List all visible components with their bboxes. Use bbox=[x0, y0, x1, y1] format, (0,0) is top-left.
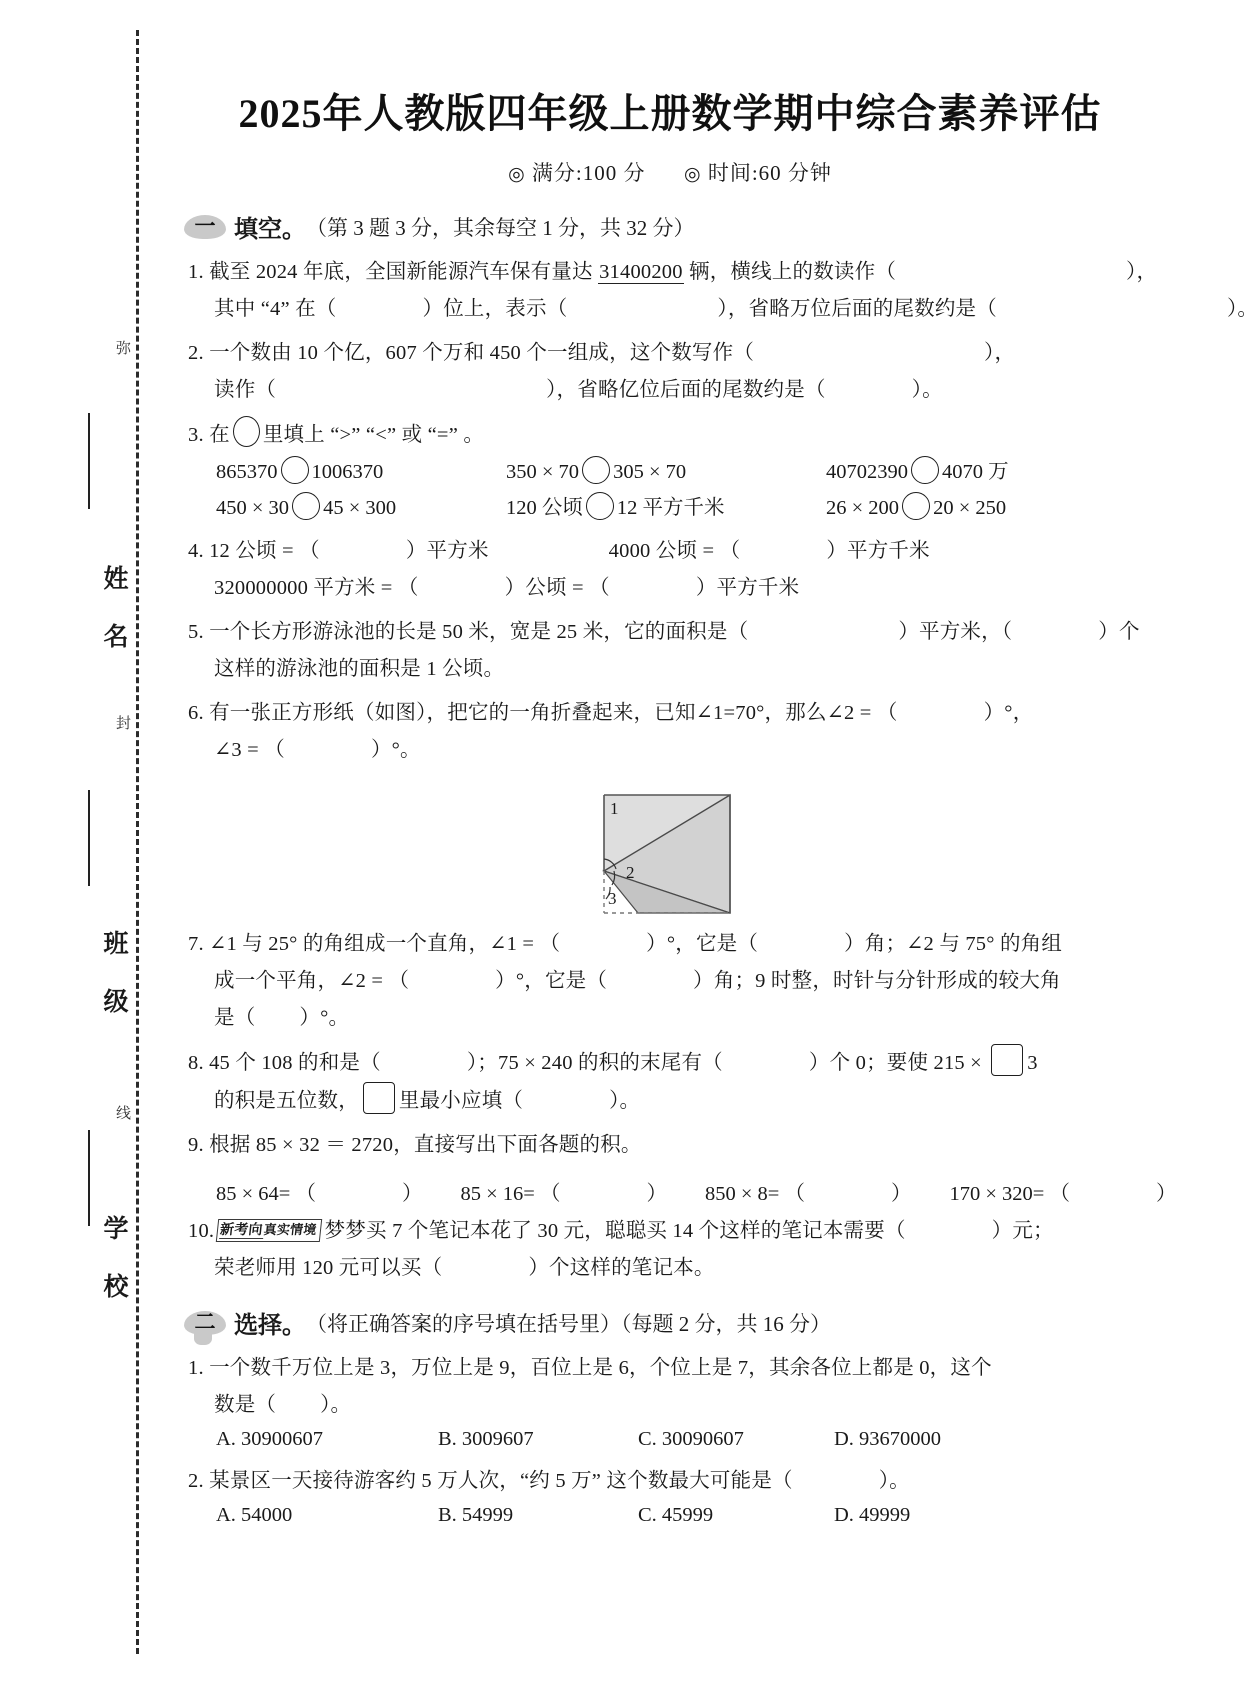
binding-strip bbox=[0, 0, 150, 1684]
q3-text-b: 里填上 “>” “<” 或 “=” 。 bbox=[262, 424, 485, 446]
section-title-2: 选择。 bbox=[234, 1313, 306, 1339]
choice-2-options bbox=[216, 1504, 1170, 1527]
q3-r1-c3-circle[interactable] bbox=[911, 456, 939, 484]
q3-r2-c1-right: 45 × 300 bbox=[323, 497, 397, 519]
q9-item-3 bbox=[705, 1176, 912, 1206]
q9-index: 9. bbox=[188, 1134, 204, 1156]
q5-text-b: ）平方米，（ bbox=[898, 621, 1013, 643]
q3-r1-c2-left: 350 × 70 bbox=[506, 461, 580, 483]
q2-text-a: 一个数由 10 个亿，607 个万和 450 个一组成，这个数写作（ bbox=[209, 342, 755, 364]
q7-text-g: 是（ bbox=[214, 1007, 256, 1029]
q3-compare-item-2 bbox=[506, 454, 826, 490]
choice-2-option-b[interactable]: B. 54999 bbox=[438, 1504, 514, 1526]
q8-text-c: ）个 0；要使 215 × bbox=[808, 1052, 988, 1074]
seal-char-2: 封 bbox=[114, 715, 130, 732]
field-name bbox=[85, 565, 131, 651]
q3-index: 3. bbox=[188, 424, 204, 446]
q10-index: 10. bbox=[188, 1220, 215, 1242]
dashed-fold-line bbox=[136, 30, 139, 1654]
q3-compare-item-4 bbox=[216, 490, 506, 526]
choice-2-option-c[interactable]: C. 45999 bbox=[638, 1504, 714, 1526]
q8-text-g: ）。 bbox=[609, 1090, 641, 1112]
q7-text-f: ）角；9 时整，时针与分针形成的较大角 bbox=[693, 970, 1061, 992]
fill-question-4 bbox=[188, 533, 1170, 607]
c1-text-b: ）。 bbox=[320, 1394, 352, 1416]
field-name-rule bbox=[88, 413, 90, 509]
q3-r1-c3-right: 4070 万 bbox=[942, 461, 1009, 483]
figure-label-2: 2 bbox=[626, 863, 635, 882]
q8-text-f: 里最小应填（ bbox=[398, 1090, 524, 1112]
q9-item-1 bbox=[216, 1176, 423, 1206]
q6-text-a: 有一张正方形纸（如图），把它的一角折叠起来，已知∠1=70°，那么∠2 = （ bbox=[209, 702, 898, 724]
full-marks-label: 满分:100 分 bbox=[531, 161, 646, 185]
q4-text-d: ）平方千米 bbox=[826, 540, 930, 562]
q6-text-d: ）°。 bbox=[370, 739, 421, 761]
choice-2-option-a[interactable]: A. 54000 bbox=[216, 1504, 293, 1526]
q3-r1-c3-left: 40702390 bbox=[826, 461, 908, 483]
new-direction-badge-part1: 新考向 bbox=[219, 1223, 264, 1238]
q3-r1-c2-circle[interactable] bbox=[582, 456, 610, 484]
q2-text-e: ）。 bbox=[911, 379, 943, 401]
q6-text-c: ∠3 = （ bbox=[214, 739, 285, 761]
q4-text-c: 4000 公顷 = （ bbox=[608, 540, 741, 562]
q8-text-b: ）；75 × 240 的积的末尾有（ bbox=[466, 1052, 723, 1074]
q3-stem-circle[interactable] bbox=[233, 416, 260, 447]
choice-question-1 bbox=[188, 1350, 1170, 1424]
q9-item-4 bbox=[950, 1176, 1177, 1206]
q1-text-a: 截至 2024 年底，全国新能源汽车保有量达 bbox=[209, 261, 599, 283]
exam-meta bbox=[170, 157, 1170, 187]
fill-question-3 bbox=[188, 416, 1170, 454]
q4-text-e: 320000000 平方米 = （ bbox=[214, 577, 419, 599]
q4-text-f: ）公顷 = （ bbox=[504, 577, 610, 599]
q9-item-3-label: 850 × 8= （ bbox=[705, 1183, 805, 1205]
q3-r2-c3-left: 26 × 200 bbox=[826, 497, 900, 519]
seal-char-3: 线 bbox=[114, 1105, 130, 1122]
q4-text-g: ）平方千米 bbox=[695, 577, 800, 599]
q10-text-c: 荣老师用 120 元可以买（ bbox=[214, 1257, 443, 1279]
q9-item-2-close: ） bbox=[646, 1183, 667, 1205]
fill-question-1 bbox=[188, 254, 1258, 328]
q8-answer-box-2[interactable] bbox=[363, 1082, 395, 1114]
seal-char-1: 弥 bbox=[114, 340, 130, 357]
fill-question-9 bbox=[188, 1127, 1170, 1164]
q7-text-h: ）°。 bbox=[299, 1007, 350, 1029]
c1-text-a: 数是（ bbox=[214, 1394, 277, 1416]
q1-text-d: 其中 “4” 在（ bbox=[214, 298, 337, 320]
field-class-label: 班 级 bbox=[100, 930, 127, 1016]
q5-text-c: ）个 bbox=[1098, 621, 1140, 643]
q1-text-c: ）， bbox=[1126, 261, 1158, 283]
q7-text-b: ）°，它是（ bbox=[646, 933, 759, 955]
c1-index: 1. bbox=[188, 1357, 204, 1379]
q8-answer-box-1[interactable] bbox=[991, 1044, 1023, 1076]
q3-r2-c3-circle[interactable] bbox=[902, 492, 930, 520]
q3-r2-c2-circle[interactable] bbox=[586, 492, 614, 520]
q3-r2-c1-left: 450 × 30 bbox=[216, 497, 290, 519]
field-name-label: 姓 名 bbox=[100, 565, 127, 651]
q7-text-d: 成一个平角，∠2 = （ bbox=[214, 970, 410, 992]
exam-page bbox=[170, 0, 1258, 1527]
q3-compare-item-6 bbox=[826, 490, 1156, 526]
marker-icon-2: ◎ bbox=[684, 164, 702, 185]
q10-text-a: 梦梦买 7 个笔记本花了 30 元，聪聪买 14 个这样的笔记本需要（ bbox=[324, 1220, 906, 1242]
q3-compare-item-1 bbox=[216, 454, 506, 490]
figure-label-3: 3 bbox=[608, 889, 617, 908]
q2-text-c: 读作（ bbox=[214, 379, 277, 401]
section-number-badge-2 bbox=[184, 1309, 226, 1336]
q9-stem: 根据 85 × 32 ＝ 2720，直接写出下面各题的积。 bbox=[209, 1134, 642, 1156]
new-direction-badge-part2: 真实情境 bbox=[263, 1222, 318, 1237]
fill-question-5 bbox=[188, 614, 1170, 688]
q10-text-b: ）元； bbox=[991, 1220, 1054, 1242]
q9-items-row bbox=[216, 1176, 1177, 1206]
q2-index: 2. bbox=[188, 342, 204, 364]
field-school-label: 学 校 bbox=[100, 1215, 127, 1301]
q3-r2-c3-right: 20 × 250 bbox=[933, 497, 1007, 519]
choice-2-option-d[interactable]: D. 49999 bbox=[834, 1504, 911, 1526]
fill-question-10 bbox=[188, 1213, 1170, 1287]
marker-icon-1: ◎ bbox=[508, 164, 526, 185]
q3-r1-c1-left: 865370 bbox=[216, 461, 278, 483]
section-header-fill bbox=[184, 209, 1170, 244]
q4-text-b: ）平方米 bbox=[405, 540, 489, 562]
choice-1-option-a[interactable]: A. 30900607 bbox=[216, 1428, 324, 1450]
c2-index: 2. bbox=[188, 1470, 204, 1492]
section-number-1: 一 bbox=[194, 214, 216, 238]
q1-text-f: ），省略万位后面的尾数约是（ bbox=[717, 298, 997, 320]
field-school bbox=[85, 1215, 131, 1301]
fill-question-8 bbox=[188, 1044, 1170, 1120]
q7-text-c: ）角；∠2 与 75° 的角组 bbox=[844, 933, 1063, 955]
q3-compare-row-1 bbox=[216, 454, 1170, 490]
figure-label-1: 1 bbox=[610, 799, 619, 818]
fill-question-6 bbox=[188, 695, 1170, 769]
q8-index: 8. bbox=[188, 1052, 204, 1074]
q9-item-4-close: ） bbox=[1156, 1183, 1177, 1205]
q1-text-g: ）。 bbox=[1226, 298, 1258, 320]
q8-text-a: 45 个 108 的和是（ bbox=[209, 1052, 381, 1074]
section-number-badge-1 bbox=[184, 213, 226, 240]
q10-text-d: ）个这样的笔记本。 bbox=[528, 1257, 715, 1279]
q6-text-b: ）°， bbox=[983, 702, 1034, 724]
choice-1-options bbox=[216, 1428, 1170, 1451]
q5-line-2: 这样的游泳池的面积是 1 公顷。 bbox=[214, 658, 505, 680]
q9-item-4-label: 170 × 320= （ bbox=[949, 1183, 1070, 1205]
folded-paper-figure bbox=[590, 779, 750, 919]
q5-index: 5. bbox=[188, 621, 204, 643]
fill-question-7 bbox=[188, 926, 1170, 1037]
q3-r1-c1-circle[interactable] bbox=[281, 456, 309, 484]
choice-question-2 bbox=[188, 1463, 1170, 1500]
q1-text-b: 辆，横线上的数读作（ bbox=[683, 261, 897, 283]
c2-text-b: ）。 bbox=[878, 1470, 910, 1492]
q2-text-b: ）， bbox=[984, 342, 1016, 364]
section-title-1: 填空。 bbox=[234, 217, 306, 243]
q2-text-d: ），省略亿位后面的尾数约是（ bbox=[546, 379, 826, 401]
q3-compare-item-3 bbox=[826, 454, 1156, 490]
section-header-choice bbox=[184, 1305, 1170, 1340]
q3-r2-c2-right: 12 平方千米 bbox=[616, 497, 725, 519]
q3-text-a: 在 bbox=[209, 424, 230, 446]
q3-r2-c1-circle[interactable] bbox=[292, 492, 320, 520]
q9-item-2 bbox=[461, 1176, 668, 1206]
choice-1-option-b[interactable]: B. 3009607 bbox=[438, 1428, 534, 1450]
q1-index: 1. bbox=[188, 261, 204, 283]
field-school-rule bbox=[88, 1130, 90, 1226]
q5-text-a: 一个长方形游泳池的长是 50 米，宽是 25 米，它的面积是（ bbox=[209, 621, 749, 643]
choice-1-option-d[interactable]: D. 93670000 bbox=[834, 1428, 942, 1450]
page-title: 2025年人教版四年级上册数学期中综合素养评估 bbox=[238, 91, 1102, 136]
q6-index: 6. bbox=[188, 702, 204, 724]
section-number-2: 二 bbox=[194, 1310, 216, 1334]
field-class bbox=[85, 930, 131, 1016]
q7-text-e: ）°，它是（ bbox=[495, 970, 608, 992]
q7-index: 7. bbox=[188, 933, 204, 955]
choice-1-option-c[interactable]: C. 30090607 bbox=[638, 1428, 744, 1450]
q8-text-d: 3 bbox=[1027, 1052, 1038, 1074]
q3-r1-c1-right: 1006370 bbox=[311, 461, 384, 483]
c1-line-1: 一个数千万位上是 3，万位上是 9，百位上是 6，个位上是 7，其余各位上都是 0，这个 bbox=[209, 1357, 992, 1379]
q8-text-e: 的积是五位数， bbox=[214, 1090, 359, 1112]
q9-item-1-label: 85 × 64= （ bbox=[216, 1183, 316, 1205]
field-class-rule bbox=[88, 790, 90, 886]
section-note-2: （将正确答案的序号填在括号里）（每题 2 分，共 16 分） bbox=[306, 1311, 831, 1336]
q3-r2-c2-left: 120 公顷 bbox=[506, 497, 583, 519]
folded-paper-figure-wrap bbox=[170, 779, 1170, 919]
fill-question-2 bbox=[188, 335, 1170, 409]
q4-text-a: 12 公顷 = （ bbox=[209, 540, 320, 562]
new-direction-badge bbox=[216, 1219, 323, 1242]
q4-index: 4. bbox=[188, 540, 204, 562]
q1-text-e: ）位上，表示（ bbox=[422, 298, 568, 320]
q1-underlined-number: 31400200 bbox=[599, 261, 683, 283]
q9-item-2-label: 85 × 16= （ bbox=[460, 1183, 561, 1205]
q3-compare-item-5 bbox=[506, 490, 826, 526]
q3-r1-c2-right: 305 × 70 bbox=[613, 461, 687, 483]
time-limit-label: 时间:60 分钟 bbox=[707, 161, 832, 185]
c2-text-a: 某景区一天接待游客约 5 万人次，“约 5 万” 这个数最大可能是（ bbox=[209, 1470, 793, 1492]
section-note-1: （第 3 题 3 分，其余每空 1 分，共 32 分） bbox=[306, 215, 695, 240]
q9-item-1-close: ） bbox=[402, 1183, 423, 1205]
q3-compare-row-2 bbox=[216, 490, 1170, 526]
q9-item-3-close: ） bbox=[891, 1183, 912, 1205]
q7-text-a: ∠1 与 25° 的角组成一个直角，∠1 = （ bbox=[209, 933, 561, 955]
